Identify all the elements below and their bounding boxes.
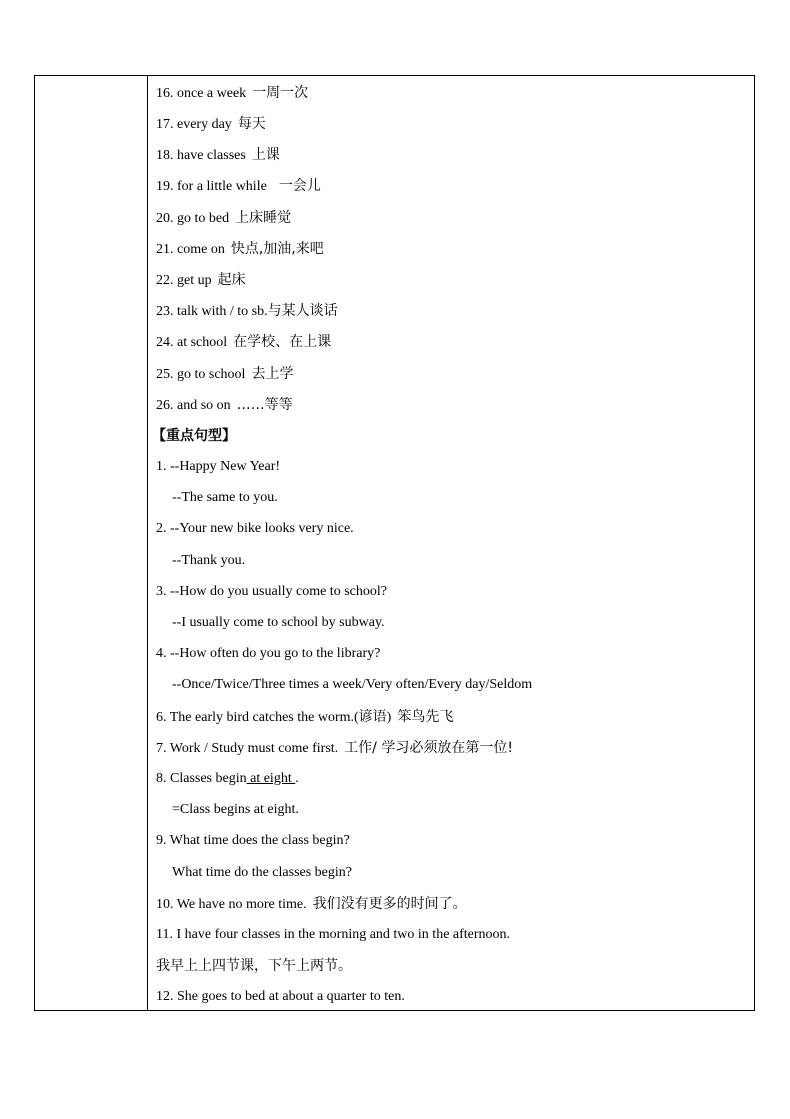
left-column-cell	[35, 76, 148, 1010]
sentence-line: What time do the classes begin?	[172, 865, 352, 880]
sentence-zh: 工作/ 学习必须放在第一位!	[344, 740, 513, 756]
section-heading: 【重点句型】	[152, 428, 236, 444]
phrase-en: 22. get up	[156, 273, 212, 288]
phrase-en: 18. have classes	[156, 148, 246, 163]
sentence-line	[156, 708, 453, 727]
phrase-en: 23. talk with / to sb.	[156, 304, 268, 319]
phrase-zh: 每天	[237, 116, 266, 132]
phrase-item	[156, 333, 331, 352]
phrase-zh: 起床	[217, 272, 246, 288]
phrase-item	[156, 115, 266, 134]
phrase-item	[156, 396, 293, 415]
phrase-item	[156, 209, 291, 228]
sentence-line: --I usually come to school by subway.	[172, 615, 385, 630]
sentence-zh: 我们没有更多的时间了。	[312, 896, 467, 912]
phrase-zh: ……等等	[236, 397, 293, 413]
sentence-line: =Class begins at eight.	[172, 802, 299, 817]
phrase-item	[156, 240, 324, 259]
phrase-en: 26. and so on	[156, 398, 231, 413]
sentence-zh: 谚语	[358, 709, 387, 725]
sentence-line	[156, 770, 299, 788]
sentence-en: 7. Work / Study must come first.	[156, 741, 339, 756]
sentence-line: 1. --Happy New Year!	[156, 459, 281, 474]
sentence-line: 4. --How often do you go to the library?	[156, 646, 381, 661]
phrase-item	[156, 177, 321, 196]
sentence-line	[156, 739, 513, 758]
sentence-en: 10. We have no more time.	[156, 897, 307, 912]
phrase-item	[156, 365, 293, 384]
fill-blank: at eight	[246, 771, 296, 786]
sentence-en: )	[386, 710, 392, 725]
sentence-line: --Thank you.	[172, 553, 246, 568]
sentence-line: 12. She goes to bed at about a quarter to ten.	[156, 989, 405, 1004]
document-table	[34, 75, 755, 1011]
sentence-en: 6. The early bird catches the worm.(	[156, 710, 359, 725]
phrase-en: 19. for a little while	[156, 179, 267, 194]
phrase-item	[156, 271, 246, 290]
phrase-zh: 与某人谈话	[267, 303, 338, 319]
sentence-line: 9. What time does the class begin?	[156, 833, 350, 848]
content-cell	[148, 76, 754, 1010]
sentence-line: --Once/Twice/Three times a week/Very often/Every day/Seldom	[172, 677, 533, 692]
sentence-line	[156, 895, 467, 914]
phrase-zh: 一会儿	[278, 178, 321, 194]
phrase-en: 24. at school	[156, 335, 228, 350]
sentence-line: --The same to you.	[172, 490, 278, 505]
phrase-zh: 快点,加油,来吧	[230, 241, 324, 257]
phrase-en: 25. go to school	[156, 367, 246, 382]
phrase-zh: 一周一次	[252, 85, 309, 101]
phrase-zh: 在学校、在上课	[233, 334, 332, 350]
sentence-line: 11. I have four classes in the morning and two in the afternoon.	[156, 927, 511, 942]
phrase-item	[156, 146, 280, 165]
phrase-zh: 上课	[251, 147, 280, 163]
phrase-item	[156, 302, 338, 321]
sentence-en: .	[295, 771, 299, 786]
sentence-zh: 笨鸟先飞	[397, 709, 454, 725]
sentence-translation: 我早上上四节课，下午上两节。	[156, 958, 352, 974]
phrase-en: 20. go to bed	[156, 211, 230, 226]
sentence-line: 3. --How do you usually come to school?	[156, 584, 387, 599]
phrase-en: 17. every day	[156, 117, 232, 132]
sentence-en: 8. Classes begin	[156, 771, 247, 786]
phrase-zh: 上床睡觉	[235, 210, 292, 226]
phrase-en: 16. once a week	[156, 86, 247, 101]
phrase-en: 21. come on	[156, 242, 225, 257]
phrase-item	[156, 84, 308, 103]
sentence-line: 2. --Your new bike looks very nice.	[156, 521, 354, 536]
phrase-zh: 去上学	[251, 366, 294, 382]
